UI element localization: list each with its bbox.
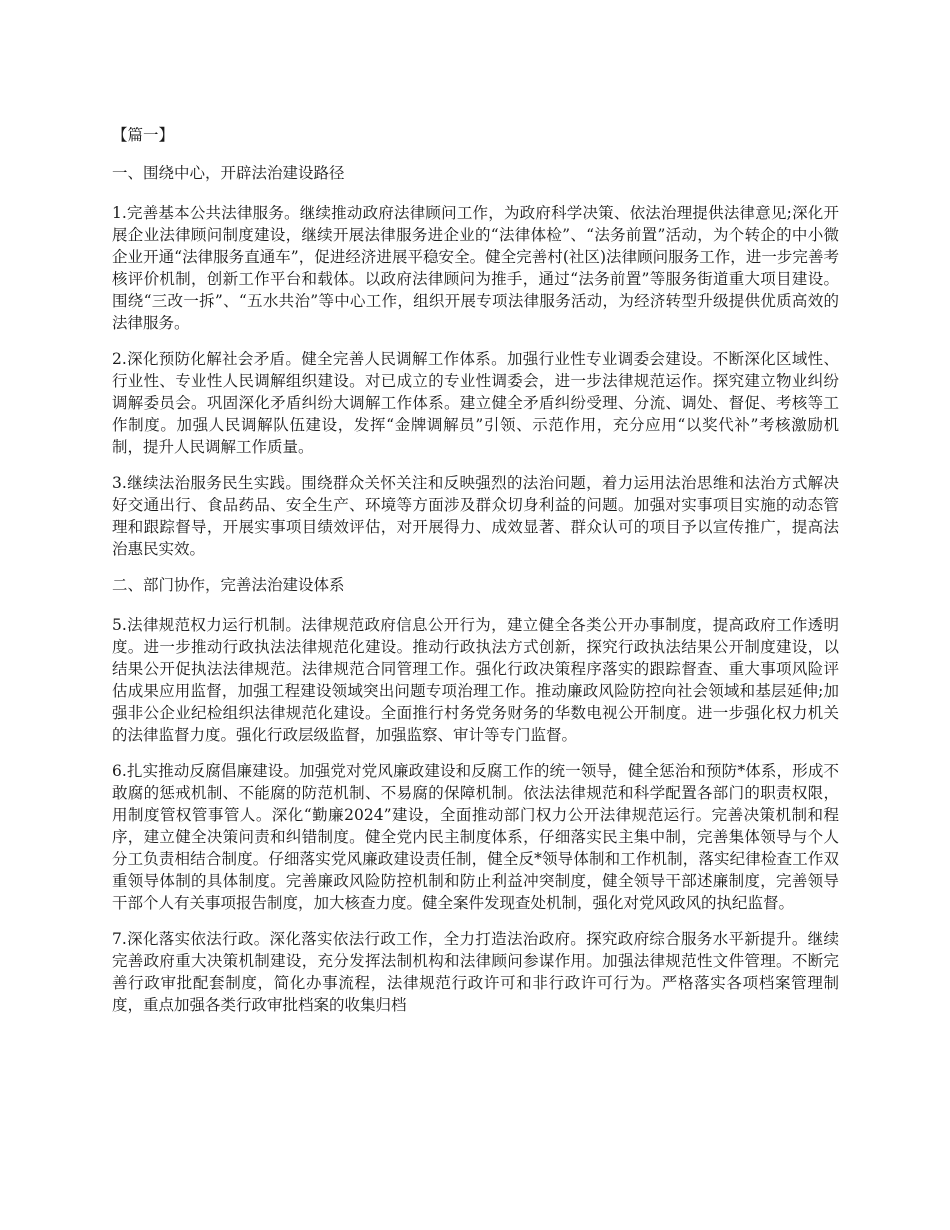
paragraph-1: 1.完善基本公共法律服务。继续推动政府法律顾问工作，为政府科学决策、依法治理提供法律意见;深化开展企业法律顾问制度建设，继续开展法律服务进企业的“法律体检”、“法务前置”活动，为个转企的中小微企业开通“法律服务直通车”，促进经济进展平稳安全。健全完善村(社区)法律顾问服务工作，进一步完善考核评价机制，创新工作平台和载体。以政府法律顾问为推手，通过“法务前置”等服务街道重大项目建设。围绕“三改一拆”、“五水共治”等中心工作，组织开展专项法律服务活动，为经济转型升级提供优质高效的法律服务。 [112,204,839,332]
paragraph-3: 3.继续法治服务民生实践。围绕群众关怀关注和反映强烈的法治问题，着力运用法治思维和法治方式解决好交通出行、食品药品、安全生产、环境等方面涉及群众切身利益的问题。加强对实事项目实施的动态管理和跟踪督导，开展实事项目绩效评估，对开展得力、成效显著、群众认可的项目予以宣传推广，提高法治惠民实效。 [112,474,839,558]
section-1-title: 一、围绕中心，开辟法治建设路径 [112,164,345,182]
paragraph-2: 2.深化预防化解社会矛盾。健全完善人民调解工作体系。加强行业性专业调委会建设。不断深化区域性、行业性、专业性人民调解组织建设。对已成立的专业性调委会，进一步法律规范运作。探究建立物业纠纷调解委员会。巩固深化矛盾纠纷大调解工作体系。建立健全矛盾纠纷受理、分流、调处、督促、考核等工作制度。加强人民调解队伍建设，发挥“金牌调解员”引领、示范作用，充分应用“以奖代补”考核激励机制，提升人民调解工作质量。 [112,350,839,456]
part-label: 【篇一】 [112,126,175,144]
paragraph-6: 6.扎实推动反腐倡廉建设。加强党对党风廉政建设和反腐工作的统一领导，健全惩治和预防*体系，形成不敢腐的惩戒机制、不能腐的防范机制、不易腐的保障机制。依法法律规范和科学配置各部门的职责权限，用制度管权管事管人。深化“勤廉2024”建设，全面推动部门权力公开法律规范运行。完善决策机制和程序，建立健全决策问责和纠错制度。健全党内民主制度体系，仔细落实民主集中制，完善集体领导与个人分工负责相结合制度。仔细落实党风廉政建设责任制，健全反*领导体制和工作机制，落实纪律检查工作双重领导体制的具体制度。完善廉政风险防控机制和防止利益冲突制度，健全领导干部述廉制度，完善领导干部个人有关事项报告制度，加大核查力度。健全案件发现查处机制，强化对党风政风的执纪监督。 [112,762,839,912]
document-page [112,124,839,1030]
section-2-title: 二、部门协作，完善法治建设体系 [112,576,345,594]
paragraph-5: 5.法律规范权力运行机制。法律规范政府信息公开行为，建立健全各类公开办事制度，提高政府工作透明度。进一步推动行政执法法律规范化建设。推动行政执法方式创新，探究行政执法结果公开制度建设，以结果公开促执法法律规范。法律规范合同管理工作。强化行政决策程序落实的跟踪督查、重大事项风险评估成果应用监督，加强工程建设领域突出问题专项治理工作。推动廉政风险防控向社会领域和基层延伸;加强非公企业纪检组织法律规范化建设。全面推行村务党务财务的华数电视公开制度。进一步强化权力机关的法律监督力度。强化行政层级监督，加强监察、审计等专门监督。 [112,616,839,744]
paragraph-7: 7.深化落实依法行政。深化落实依法行政工作，全力打造法治政府。探究政府综合服务水平新提升。继续完善政府重大决策机制建设，充分发挥法制机构和法律顾问参谋作用。加强法律规范性文件管理。不断完善行政审批配套制度，简化办事流程，法律规范行政许可和非行政许可行为。严格落实各项档案管理制度，重点加强各类行政审批档案的收集归档 [112,930,839,1014]
